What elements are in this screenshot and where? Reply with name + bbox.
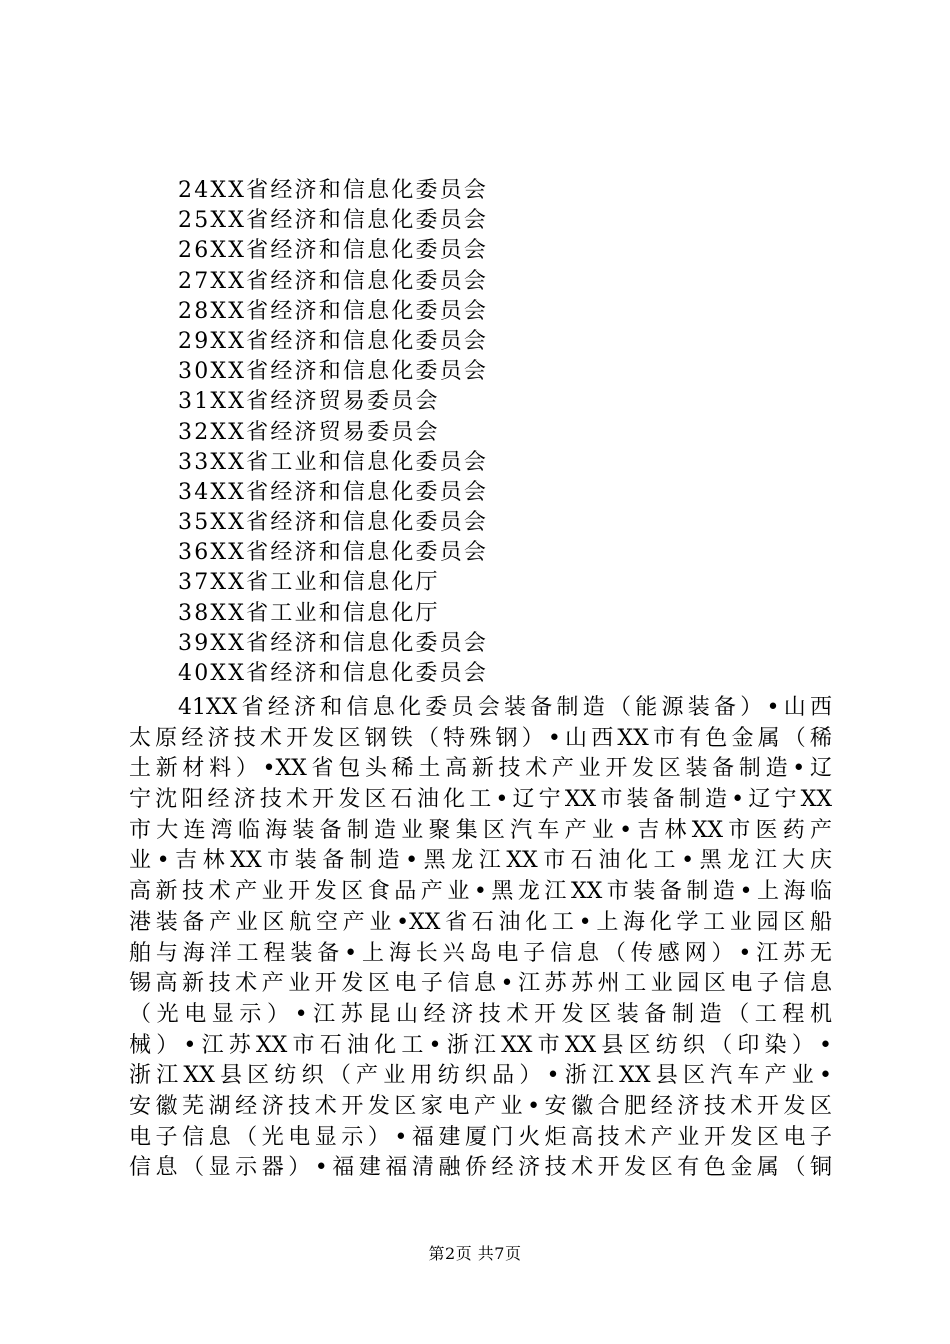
list-item: 33XX省工业和信息化委员会	[178, 449, 489, 475]
paragraph-line: 高新技术产业开发区食品产业•黑龙江XX市装备制造•上海临	[129, 879, 832, 905]
list-item: 31XX省经济贸易委员会	[178, 389, 440, 415]
list-item: 37XX省工业和信息化厅	[178, 570, 440, 596]
paragraph-line: 锡高新技术产业开发区电子信息•江苏苏州工业园区电子信息	[129, 971, 832, 997]
list-item: 39XX省经济和信息化委员会	[178, 630, 489, 656]
paragraph-line: 土新材料）•XX省包头稀土高新技术产业开发区装备制造•辽	[129, 756, 832, 782]
list-item: 28XX省经济和信息化委员会	[178, 298, 489, 324]
list-item: 25XX省经济和信息化委员会	[178, 208, 489, 234]
list-item: 27XX省经济和信息化委员会	[178, 268, 489, 294]
list-item: 40XX省经济和信息化委员会	[178, 661, 489, 686]
paragraph-line: 舶与海洋工程装备•上海长兴岛电子信息（传感网）•江苏无	[129, 940, 832, 966]
paragraph-line: 宁沈阳经济技术开发区石油化工•辽宁XX市装备制造•辽宁XX	[129, 787, 832, 813]
paragraph-line: 业•吉林XX市装备制造•黑龙江XX市石油化工•黑龙江大庆	[129, 848, 832, 874]
paragraph-line: 港装备产业区航空产业•XX省石油化工•上海化学工业园区船	[129, 909, 832, 935]
industry-base-paragraph	[129, 693, 832, 1184]
paragraph-line: 械）•江苏XX市石油化工•浙江XX市XX县区纺织（印染）•	[129, 1032, 832, 1058]
list-item: 24XX省经济和信息化委员会	[178, 178, 489, 203]
list-item: 35XX省经济和信息化委员会	[178, 510, 489, 536]
paragraph-line: 太原经济技术开发区钢铁（特殊钢）•山西XX市有色金属（稀	[129, 725, 832, 751]
page-number-label: 第2页 共7页	[428, 1244, 522, 1263]
paragraph-line: 浙江XX县区纺织（产业用纺织品）•浙江XX县区汽车产业•	[129, 1063, 832, 1089]
paragraph-line: 信息（显示器）•福建福清融侨经济技术开发区有色金属（铜	[129, 1155, 832, 1181]
paragraph-line: 安徽芜湖经济技术开发区家电产业•安徽合肥经济技术开发区	[129, 1093, 832, 1119]
page-footer	[0, 1244, 950, 1264]
list-item: 29XX省经济和信息化委员会	[178, 328, 489, 354]
paragraph-line: 市大连湾临海装备制造业聚集区汽车产业•吉林XX市医药产	[129, 817, 832, 843]
list-item: 26XX省经济和信息化委员会	[178, 238, 489, 264]
list-item: 32XX省经济贸易委员会	[178, 419, 440, 445]
paragraph-line: 41XX省经济和信息化委员会装备制造（能源装备）•山西	[178, 695, 832, 720]
organization-list	[178, 176, 488, 689]
list-item: 34XX省经济和信息化委员会	[178, 479, 489, 505]
paragraph-line: 电子信息（光电显示）•福建厦门火炬高技术产业开发区电子	[129, 1124, 832, 1150]
list-item: 36XX省经济和信息化委员会	[178, 540, 489, 566]
list-item: 38XX省工业和信息化厅	[178, 600, 440, 626]
paragraph-line: （光电显示）•江苏昆山经济技术开发区装备制造（工程机	[129, 1001, 832, 1027]
list-item: 30XX省经济和信息化委员会	[178, 359, 489, 385]
